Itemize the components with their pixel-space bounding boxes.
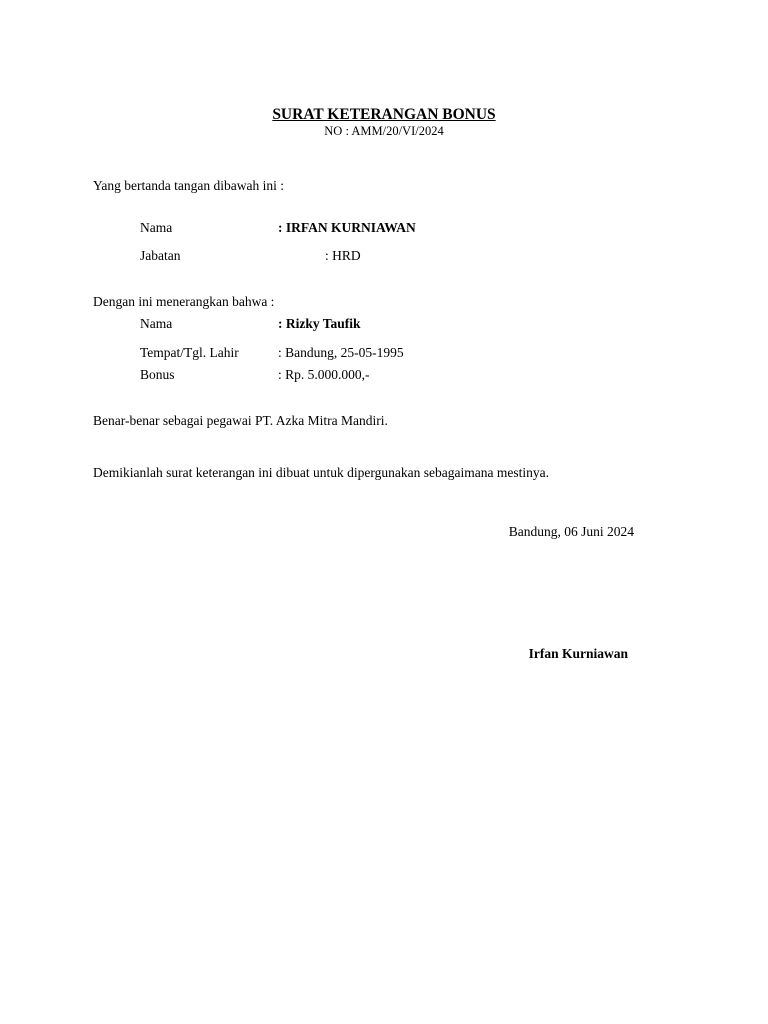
employee-bonus-label: Bonus <box>140 367 175 382</box>
employee-birth-value: : Bandung, 25-05-1995 <box>278 345 404 360</box>
closing-text: Demikianlah surat keterangan ini dibuat untuk dipergunakan sebagaimana mestinya. <box>93 465 549 480</box>
confirmation-text: Benar-benar sebagai pegawai PT. Azka Mitra Mandiri. <box>93 413 388 428</box>
intro-text: Yang bertanda tangan dibawah ini : <box>93 178 284 193</box>
signer-name-label: Nama <box>140 220 173 235</box>
signer-name-value: : IRFAN KURNIAWAN <box>278 220 416 235</box>
document-number: NO : AMM/20/VI/2024 <box>324 124 444 138</box>
place-date: Bandung, 06 Juni 2024 <box>508 524 634 539</box>
employee-name-value: : Rizky Taufik <box>278 316 361 331</box>
employee-birth-label: Tempat/Tgl. Lahir <box>140 345 239 360</box>
employee-bonus-value: : Rp. 5.000.000,- <box>278 367 370 382</box>
employee-name-label: Nama <box>140 316 173 331</box>
signer-position-label: Jabatan <box>140 248 181 263</box>
signature-name: Irfan Kurniawan <box>528 646 628 661</box>
statement-text: Dengan ini menerangkan bahwa : <box>93 294 275 309</box>
signer-position-value: : HRD <box>325 248 361 263</box>
document-title: SURAT KETERANGAN BONUS <box>272 106 496 123</box>
